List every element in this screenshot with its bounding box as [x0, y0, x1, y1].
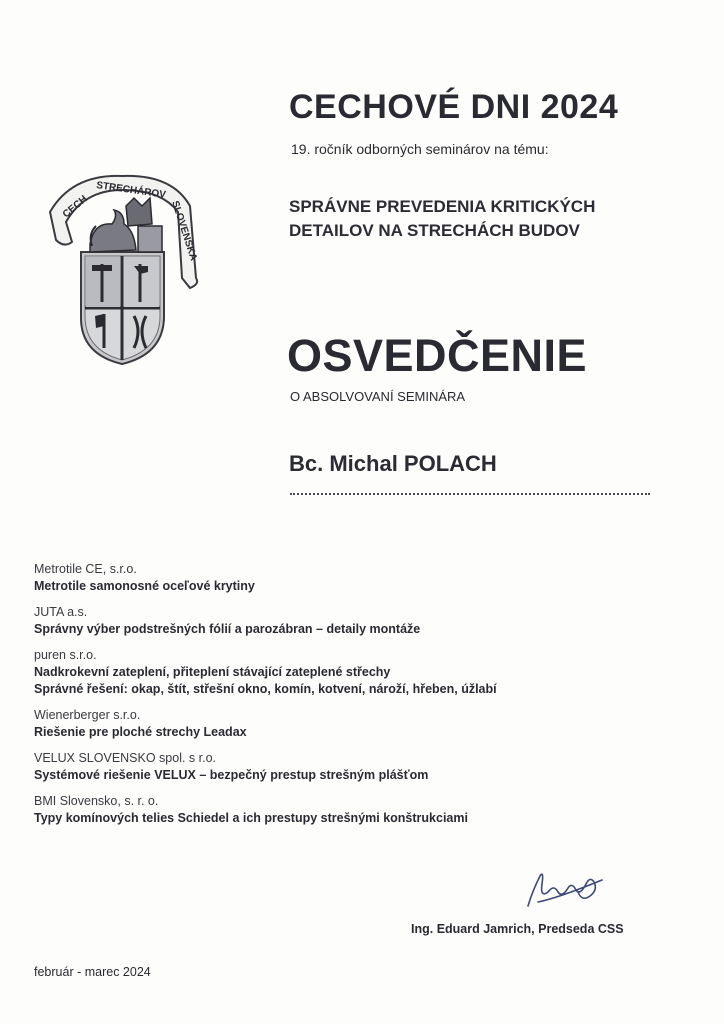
logo-text-left: CECH	[60, 193, 90, 221]
recipient-dotted-line	[290, 493, 650, 495]
handwritten-signature	[518, 862, 608, 918]
seminar-item	[34, 750, 694, 784]
seminar-item	[34, 707, 694, 741]
seminar-topic-line-2: DETAILOV NA STRECHÁCH BUDOV	[289, 221, 580, 240]
seminar-topic-text: Systémové riešenie VELUX – bezpečný prestup strešným plášťom	[34, 768, 429, 782]
seminar-company: BMI Slovensko, s. r. o.	[34, 794, 159, 808]
seminar-company: VELUX SLOVENSKO spol. s r.o.	[34, 751, 217, 765]
seminar-list	[34, 561, 694, 836]
logo-text-top: STRECHÁROV	[95, 180, 167, 201]
logo-text-right: SLOVENSKA	[169, 199, 199, 263]
seminar-topic-text: Riešenie pre ploché strechy Leadax	[34, 725, 247, 739]
seminar-company: JUTA a.s.	[34, 605, 88, 619]
seminar-company: Wienerberger s.r.o.	[34, 708, 141, 722]
seminar-topic-text: Správny výber podstrešných fólií a parozábran – detaily montáže	[34, 622, 421, 636]
seminar-company: puren s.r.o.	[34, 648, 97, 662]
seminar-item	[34, 604, 694, 638]
seminar-topic-text: Metrotile samonosné oceľové krytiny	[34, 579, 255, 593]
seminar-topic-text: Nadkrokevní zateplení, přiteplení stávající zateplené střechy	[34, 665, 391, 679]
certificate-subtitle: O ABSOLVOVANÍ SEMINÁRA	[290, 389, 466, 404]
logo-crest	[126, 198, 152, 226]
recipient-name: Bc. Michal POLACH	[289, 451, 497, 476]
seminar-company: Metrotile CE, s.r.o.	[34, 562, 137, 576]
seminar-item	[34, 793, 694, 827]
issue-date: február - marec 2024	[34, 965, 151, 979]
seminar-topic-text: Správné řešení: okap, štít, střešní okno, komín, kotvení, nároží, hřeben, úžlabí	[34, 682, 497, 696]
seminar-topic-line-1: SPRÁVNE PREVEDENIA KRITICKÝCH	[289, 197, 596, 216]
guild-logo	[44, 166, 202, 372]
seminar-item	[34, 647, 694, 698]
event-subtitle: 19. ročník odborných seminárov na tému:	[291, 141, 549, 157]
certificate-title: OSVEDČENIE	[287, 330, 588, 381]
seminar-topic	[289, 195, 595, 243]
seminar-topic-text: Typy komínových telies Schiedel a ich prestupy strešnými konštrukciami	[34, 811, 468, 825]
signatory-name: Ing. Eduard Jamrich, Predseda CSS	[411, 922, 624, 936]
event-title: CECHOVÉ DNI 2024	[289, 88, 619, 126]
seminar-item	[34, 561, 694, 595]
